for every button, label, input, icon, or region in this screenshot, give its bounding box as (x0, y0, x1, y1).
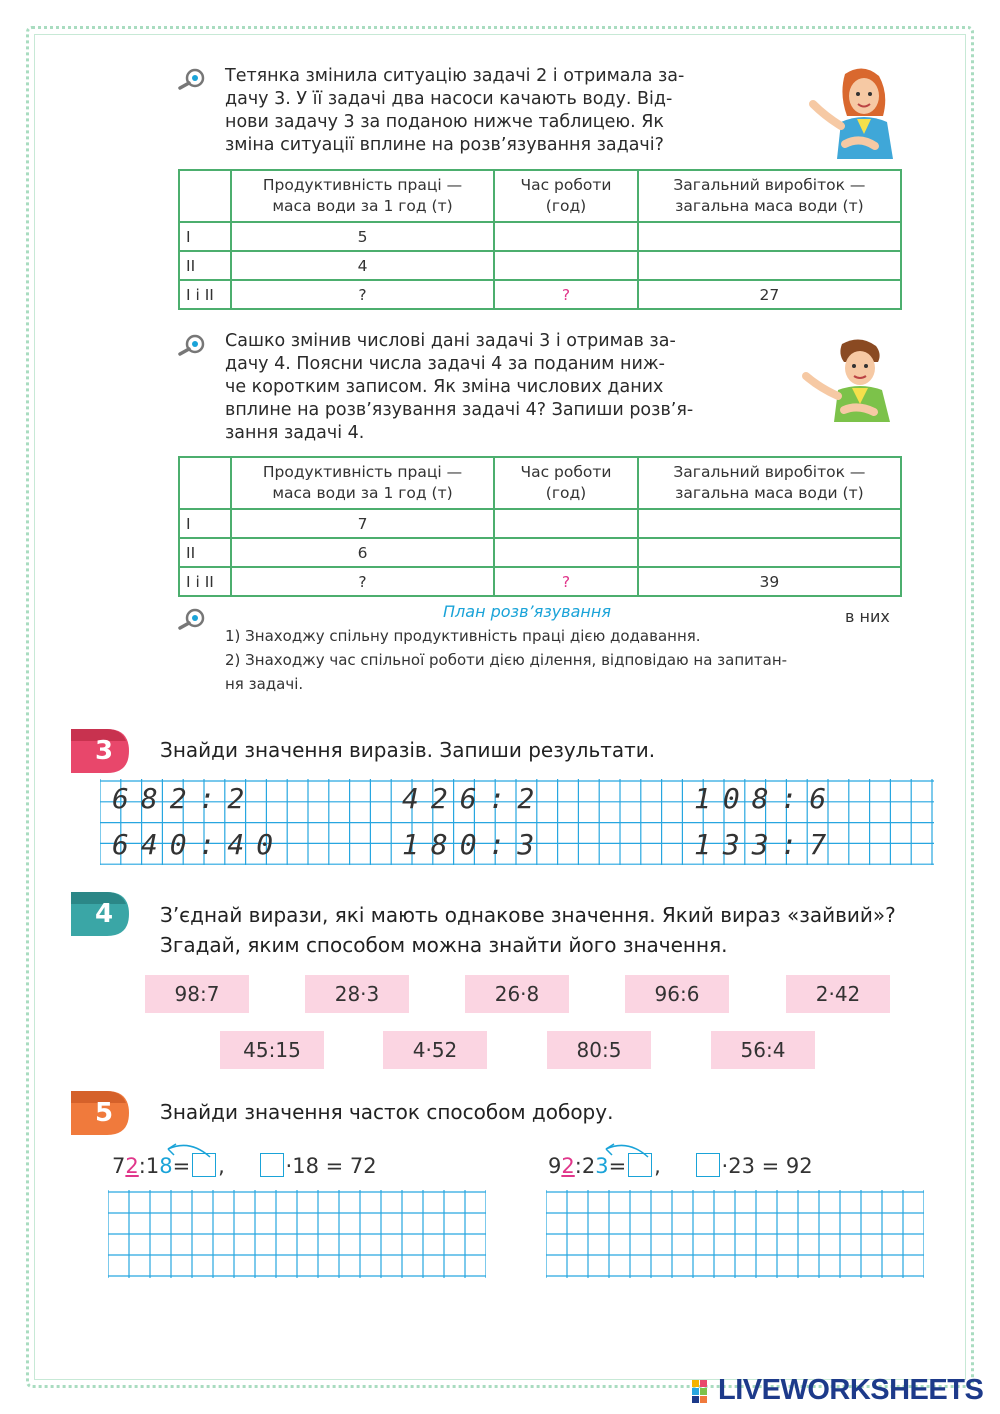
plan-step: 2) Знаходжу час спільної роботи дією ділення, відповідаю на запитан- (225, 651, 788, 669)
expression-card[interactable]: 80:5 (547, 1031, 651, 1069)
exercise-number: 5 (94, 1098, 114, 1128)
magnifier-icon (178, 334, 206, 356)
cell-time[interactable] (494, 538, 638, 567)
boy-illustration (800, 332, 900, 427)
cell-time[interactable] (494, 509, 638, 538)
expression-handwritten: 426:2 (402, 782, 547, 815)
cell-productivity: ? (231, 280, 494, 309)
magnifier-icon (178, 608, 206, 630)
cell-productivity: ? (231, 567, 494, 596)
cell-productivity: 4 (231, 251, 494, 280)
digit: 7 (112, 1154, 126, 1178)
table-2 (178, 456, 902, 597)
table-1 (178, 169, 902, 310)
table-row (179, 280, 901, 309)
table-header-cell (179, 170, 231, 222)
task-b-line: вплине на розв’язування задачі 4? Запиши розв’я- (225, 400, 694, 420)
check-equation: ·23 = 92 (721, 1154, 813, 1178)
operator: :2 (574, 1154, 596, 1178)
table-header-cell (231, 457, 494, 509)
expression-card[interactable]: 45:15 (220, 1031, 324, 1069)
plan-step: ня задачі. (225, 675, 304, 693)
header-productivity: Продуктивність праці — маса води за 1 год (т) (262, 176, 463, 215)
expression-card[interactable]: 56:4 (711, 1031, 815, 1069)
row-label: I і II (179, 567, 231, 596)
answer-box[interactable] (628, 1153, 652, 1177)
task-b-text (225, 330, 731, 445)
header-total: Загальний виробіток — загальна маса води (т) (673, 463, 866, 502)
exercise-3-heading: Знайди значення виразів. Запиши результати. (160, 738, 656, 762)
table-row (179, 567, 901, 596)
check-equation: ·18 = 72 (285, 1154, 377, 1178)
table-header-cell (638, 457, 901, 509)
equals: = (172, 1154, 191, 1178)
digit-highlight: 3 (595, 1154, 609, 1178)
header-time: Час роботи (год) (520, 463, 612, 502)
task-b-line: зання задачі 4. (225, 423, 365, 443)
plan-title: План розв’язування (443, 602, 611, 621)
task-b-line: дачу 4. Поясни числа задачі 4 за поданим ниж- (225, 354, 665, 374)
cell-productivity: 7 (231, 509, 494, 538)
table-header-cell (179, 457, 231, 509)
row-label: II (179, 538, 231, 567)
cell-time: ? (494, 567, 638, 596)
cell-time: ? (494, 280, 638, 309)
expression-card[interactable]: 96:6 (625, 975, 729, 1013)
cell-time[interactable] (494, 222, 638, 251)
exercise-5-heading: Знайди значення часток способом добору. (160, 1100, 614, 1124)
digit-highlight: 2 (125, 1154, 139, 1178)
table-row (179, 509, 901, 538)
task-a-line: дачу 3. У її задачі два насоси качають воду. Від- (225, 89, 673, 109)
answer-grid-ex5-right[interactable] (546, 1190, 924, 1278)
operator: :1 (138, 1154, 160, 1178)
expression-card[interactable]: 2·42 (786, 975, 890, 1013)
cell-total[interactable] (638, 222, 901, 251)
expression-handwritten: 682:2 (112, 782, 257, 815)
answer-box[interactable] (192, 1153, 216, 1177)
row-label: II (179, 251, 231, 280)
table-row (179, 251, 901, 280)
task-a-line: нови задачу 3 за поданою нижче таблицею. Як (225, 112, 664, 132)
expression-handwritten: 133:7 (694, 828, 839, 861)
plan-side-text[interactable]: в них (845, 607, 890, 626)
expression-card[interactable]: 28·3 (305, 975, 409, 1013)
cell-total[interactable] (638, 538, 901, 567)
row-label: I (179, 509, 231, 538)
answer-grid-ex5-left[interactable] (108, 1190, 486, 1278)
digit: 9 (548, 1154, 562, 1178)
task-a-line: зміна ситуації вплине на розв’язування задачі? (225, 135, 664, 155)
table-row (179, 538, 901, 567)
table-header-cell (638, 170, 901, 222)
cell-productivity: 5 (231, 222, 494, 251)
task-a-line: Тетянка змінила ситуацію задачі 2 і отримала за- (225, 66, 685, 86)
task-b-line: Сашко змінив числові дані задачі 3 і отримав за- (225, 331, 676, 351)
expression-handwritten: 180:3 (402, 828, 547, 861)
header-time: Час роботи (год) (520, 176, 612, 215)
comma: , (218, 1154, 225, 1178)
expression-card[interactable]: 4·52 (383, 1031, 487, 1069)
plan-step: 1) Знаходжу спільну продуктивність праці дією додавання. (225, 627, 701, 645)
task-b-line: че коротким записом. Як зміна числових даних (225, 377, 664, 397)
digit-highlight: 2 (561, 1154, 575, 1178)
equals: = (608, 1154, 627, 1178)
exercise-number: 3 (94, 736, 114, 766)
cell-total[interactable] (638, 251, 901, 280)
header-total: Загальний виробіток — загальна маса води (т) (673, 176, 866, 215)
answer-box[interactable] (696, 1153, 720, 1177)
comma: , (654, 1154, 661, 1178)
exercise-number: 4 (94, 899, 114, 929)
cell-productivity: 6 (231, 538, 494, 567)
exercise-4-heading-line: Згадай, яким способом можна знайти його значення. (160, 933, 728, 957)
header-productivity: Продуктивність праці — маса води за 1 год (т) (262, 463, 463, 502)
expression-handwritten: 108:6 (694, 782, 839, 815)
equation-left (112, 1153, 377, 1178)
expression-card[interactable]: 26·8 (465, 975, 569, 1013)
exercise-4-heading (160, 900, 896, 960)
magnifier-icon (178, 68, 206, 90)
table-row (179, 222, 901, 251)
answer-box[interactable] (260, 1153, 284, 1177)
digit-highlight: 8 (159, 1154, 173, 1178)
expression-card[interactable]: 98:7 (145, 975, 249, 1013)
table-header-row (179, 457, 901, 509)
table-header-row (179, 170, 901, 222)
cell-total: 27 (638, 280, 901, 309)
expression-handwritten: 640:40 (112, 828, 286, 861)
cell-time[interactable] (494, 251, 638, 280)
table-header-cell (494, 170, 638, 222)
table-header-cell (494, 457, 638, 509)
cell-total: 39 (638, 567, 901, 596)
liveworksheets-logo: LIVEWORKSHEETS (718, 1374, 984, 1406)
cell-total[interactable] (638, 509, 901, 538)
row-label: I і II (179, 280, 231, 309)
girl-illustration (805, 64, 905, 159)
row-label: I (179, 222, 231, 251)
exercise-4-heading-line: З’єднай вирази, які мають однакове значення. Який вираз «зайвий»? (160, 903, 896, 927)
equation-right (548, 1153, 813, 1178)
table-header-cell (231, 170, 494, 222)
plan-steps (225, 624, 845, 696)
task-a-text (225, 65, 731, 157)
liveworksheets-logo-icon (692, 1380, 714, 1404)
